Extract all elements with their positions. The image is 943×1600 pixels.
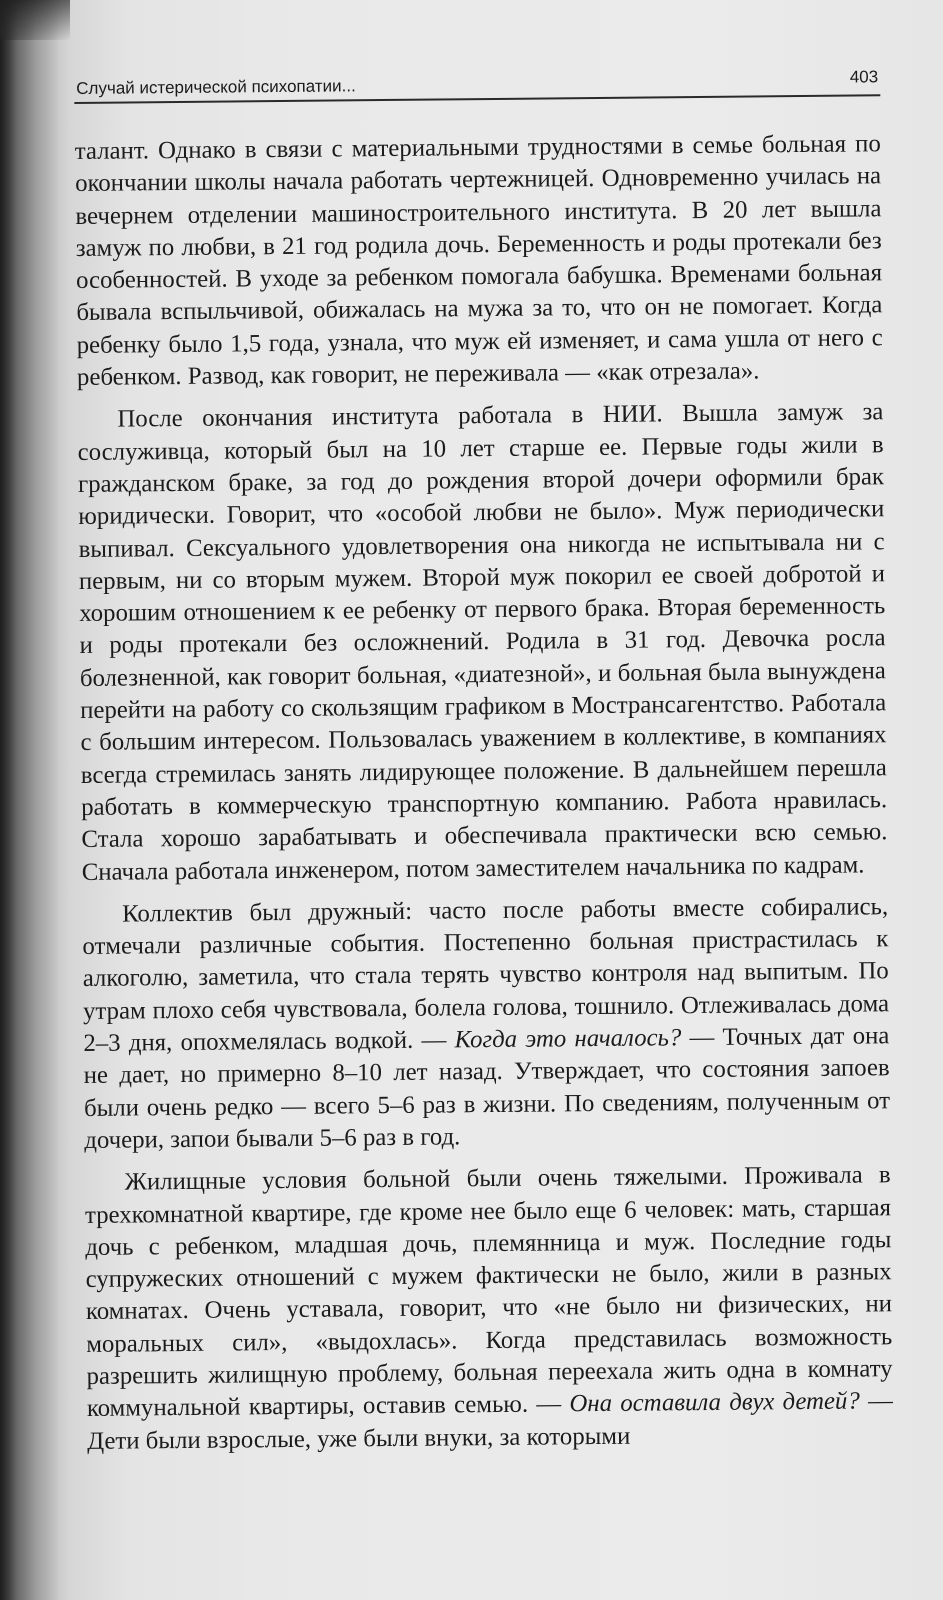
page-number: 403 (849, 67, 879, 87)
paragraph-1 (75, 128, 883, 394)
paragraph-4-text-a: Жилищные условия больной были очень тяжелыми. Проживала в трехкомнатной квартире, где кроме нее было еще 6 человек: мать, старшая дочь с ребенком, младшая дочь, племянница и муж. Последние годы супружеских отношений с мужем фактически не было, жили в разных комнатах. Очень уставала, говорит, что «не было ни физических, ни моральных сил», «выдохлась». Когда представилась возможность разрешить жилищную проблему, больная переехала жить одна в комнату коммунальной квартиры, оставив семью. — (84, 1161, 893, 1423)
spine-shadow (0, 0, 60, 1600)
running-title: Случай истерической психопатии... (76, 76, 356, 98)
body-text (75, 128, 894, 1458)
corner-shadow (0, 0, 70, 40)
page-content (74, 58, 893, 1468)
paragraph-4-question: Она оставила двух детей? (569, 1387, 860, 1418)
paragraph-3 (82, 891, 890, 1157)
paragraph-4-text-b: — Дети были взрослые, уже были внуки, за которыми (87, 1387, 893, 1455)
paragraph-2 (77, 397, 888, 889)
paragraph-3-question: Когда это началось? (454, 1024, 682, 1054)
paragraph-3-text-a: Коллектив был дружный: часто после работы вместе собирались, отмечали различные события. Постепенно больная пристрастилась к алкоголю, заметила, что стала терять чувство контроля над выпитым. По утрам плохо себя чувствовала, болела голова, тошнило. Отлеживалась дома 2–3 дня, опохмелялась водкой. — (82, 893, 890, 1057)
running-header (74, 58, 880, 104)
paragraph-4 (85, 1159, 894, 1457)
paragraph-1-text: талант. Однако в связи с материальными трудностями в семье больная по окончании школы начала работать чертежницей. Одновременно училась на вечернем отделении машиностроительного института. В 20 лет вышла замуж по любви, в 21 год родила дочь. Беременность и роды протекали без особенностей. В уходе за ребенком помогала бабушка. Временами больная бывала вспыльчивой, обижалась на мужа за то, что он не помогает. Когда ребенку было 1,5 года, узнала, что муж ей изменяет, и сама ушла от него с ребенком. Развод, как говорит, не переживала — «как отрезала». (74, 130, 883, 392)
paragraph-3-text-b: — Точных дат она не дает, но примерно 8–10 лет назад. Утверждает, что состояния запоев были очень редко — всего 5–6 раз в жизни. По сведениям, полученным от дочери, запои бывали 5–6 раз в год. (83, 1022, 891, 1154)
paragraph-2-text: После окончания института работала в НИИ. Вышла замуж за сослуживца, который был на 10 лет старше ее. Первые годы жили в гражданском браке, за год до рождения второй дочери оформили брак юридически. Говорит, что «особой любви не было». Муж периодически выпивал. Сексуального удовлетворения она никогда не испытывала ни с первым, ни со вторым мужем. Второй муж покорил ее своей добротой и хорошим отношением к ее ребенку от первого брака. Вторая беременность и роды протекали без осложнений. Родила в 31 год. Девочка росла болезненной, как говорит больная, «диатезной», и больная была вынуждена перейти на работу со скользящим графиком в Мострансагентство. Работала с большим интересом. Пользовалась уважением в коллективе, в компаниях всегда стремилась занять лидирующее положение. В дальнейшем перешла работать в коммерческую транспортную компанию. Работа нравилась. Стала хорошо зарабатывать и обеспечивала практически всю семью. Сначала работала инженером, потом заместителем начальника по кадрам. (77, 398, 888, 886)
